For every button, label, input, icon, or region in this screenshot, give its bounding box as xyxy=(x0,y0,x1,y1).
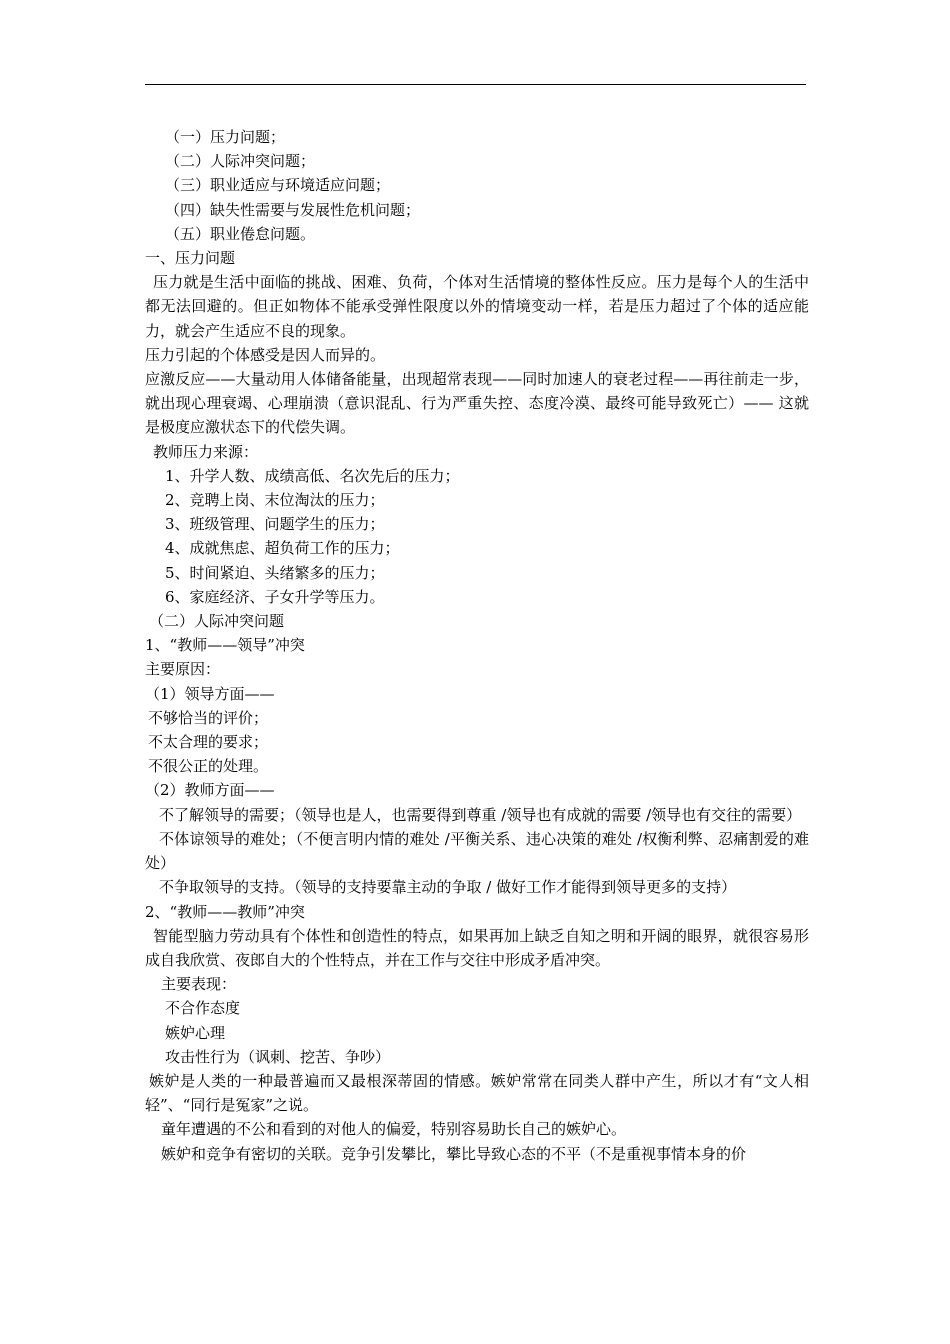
list-item: 不太合理的要求； xyxy=(148,733,269,752)
section-list-item: （一）压力问题； xyxy=(165,128,286,146)
list-item: 2、竞聘上岗、末位淘汰的压力； xyxy=(165,491,385,510)
paragraph: 不争取领导的支持。（领导的支持要靠主动的争取 / 做好工作才能得到领导更多的支持） xyxy=(159,878,737,897)
section-heading: （二）人际冲突问题 xyxy=(149,612,285,631)
list-heading: （2）教师方面—— xyxy=(145,781,275,800)
section-heading: 一、压力问题 xyxy=(145,249,236,268)
section-list-item: （三）职业适应与环境适应问题； xyxy=(165,176,391,195)
paragraph: 压力就是生活中面临的挑战、困难、负荷，个体对生活情境的整体性反应。压力是每个人的生活中都无法回避的。但正如物体不能承受弹性限度以外的情境变动一样，若是压力超过了个体的适应能力，就会产生适应不良的现象。 xyxy=(145,273,809,340)
paragraph: 童年遭遇的不公和看到的对他人的偏爱，特别容易助长自己的嫉妒心。 xyxy=(161,1120,627,1139)
list-item: 3、班级管理、问题学生的压力； xyxy=(165,515,385,534)
list-item: 1、升学人数、成绩高低、名次先后的压力； xyxy=(165,466,460,485)
subheading: 1、“教师——领导”冲突 xyxy=(145,636,305,655)
paragraph: 不了解领导的需要；（领导也是人，也需要得到尊重 /领导也有成就的需要 /领导也有交往的需要） xyxy=(159,805,802,824)
paragraph: 不体谅领导的难处；（不便言明内情的难处 /平衡关系、违心决策的难处 /权衡利弊、忍痛割爱的难处） xyxy=(145,829,809,873)
subheading: 2、“教师——教师”冲突 xyxy=(145,902,305,921)
list-item: 不合作态度 xyxy=(165,999,241,1018)
section-list-item: （二）人际冲突问题； xyxy=(165,152,316,171)
list-item: 6、家庭经济、子女升学等压力。 xyxy=(165,587,385,606)
list-item: 不够恰当的评价； xyxy=(148,708,269,727)
list-item: 攻击性行为（讽刺、挖苦、争吵） xyxy=(165,1047,391,1066)
document-body xyxy=(145,125,809,1166)
list-item: 不很公正的处理。 xyxy=(148,757,269,776)
list-item: 5、时间紧迫、头绪繁多的压力； xyxy=(165,563,385,582)
paragraph: 压力引起的个体感受是因人而异的。 xyxy=(145,345,386,364)
list-heading: （1）领导方面—— xyxy=(145,684,275,703)
section-list-item: （五）职业倦怠问题。 xyxy=(165,224,316,243)
paragraph: 主要原因： xyxy=(145,660,221,679)
subheading: 主要表现： xyxy=(161,975,237,994)
list-item: 嫉妒心理 xyxy=(165,1023,226,1042)
paragraph: 智能型脑力劳动具有个体性和创造性的特点，如果再加上缺乏自知之明和开阔的眼界，就很容易形成自我欣赏、夜郎自大的个性特点，并在工作与交往中形成矛盾冲突。 xyxy=(145,926,809,969)
subheading: 教师压力来源： xyxy=(153,442,259,461)
list-item: 4、成就焦虑、超负荷工作的压力； xyxy=(165,539,400,558)
paragraph: 嫉妒是人类的一种最普遍而又最根深蒂固的情感。嫉妒常常在同类人群中产生，所以才有“文人相轻”、“同行是冤家”之说。 xyxy=(145,1071,809,1115)
section-list-item: （四）缺失性需要与发展性危机问题； xyxy=(165,200,421,219)
paragraph: 应激反应——大量动用人体储备能量，出现超常表现——同时加速人的衰老过程——再往前走一步，就出现心理衰竭、心理崩溃（意识混乱、行为严重失控、态度冷漠、最终可能导致死亡）—— 这就是极度应激状态下的代偿失调。 xyxy=(145,370,809,437)
paragraph: 嫉妒和竞争有密切的关联。竞争引发攀比，攀比导致心态的不平（不是重视事情本身的价 xyxy=(161,1144,747,1163)
header-rule xyxy=(145,84,806,85)
